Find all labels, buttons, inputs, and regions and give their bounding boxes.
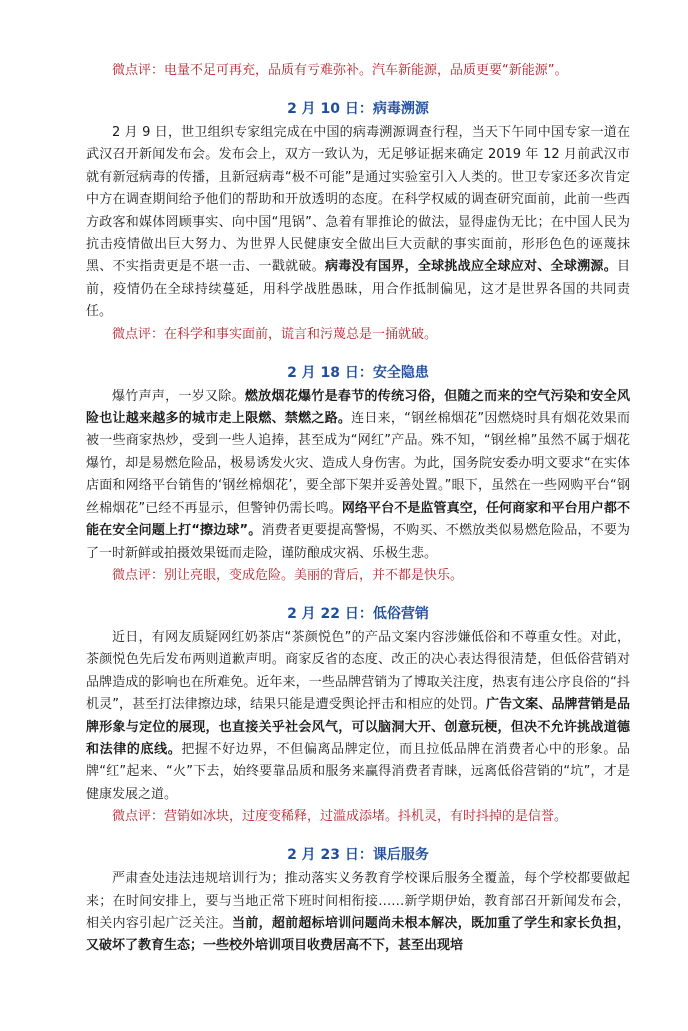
document-page <box>0 60 688 1031</box>
paragraph-text: 连日来，“钢丝棉烟花”因燃烧时具有烟花效果而被一些商家热炒，受到一些人追捧，甚至成为“网红”产品。殊不知，“钢丝棉”虽然不属于烟花爆竹，却是易燃危险品，极易诱发火灾、造成人身伤害。为此，国务院安委办明文要求“在实体店面和网络平台销售的‘钢丝棉烟花’，要全部下架并妥善处置。”眼下，虽然在一些网购平台“钢丝棉烟花”已经不再显示，但警钟仍需长鸣。 <box>86 411 630 516</box>
paragraph-text: 严肃查处违法违规培训行为；推动落实义务教育学校课后服务全覆盖，每个学校都要做起来；在时间安排上，要与当地正常下班时间相衔接……新学期伊始，教育部召开新闻发布会，相关内容引起广泛关注。 <box>86 871 630 931</box>
paragraph-bold-text: 燃放烟花爆竹是春节的传统习俗，但随之而来的空气污染和安全风险也让越来越多的城市走上限燃、禁燃之路。 <box>86 388 630 427</box>
paragraph-bold-text: 广告文案、品牌营销是品牌形象与定位的展现，也直接关乎社会风气，可以脑洞大开、创意玩梗，但决不允许挑战道德和法律的底线。 <box>86 697 630 757</box>
section-heading: 2 月 18 日：安全隐患 <box>287 364 429 381</box>
section-after-school-service <box>86 844 630 958</box>
paragraph-bold-text: 当前，超前超标培训问题尚未根本解决，既加重了学生和家长负担，又破坏了教育生态；一些校外培训项目收费居高不下，甚至出现培 <box>86 915 630 954</box>
paragraph-text: 目前，疫情仍在全球持续蔓延，用科学战胜愚昧，用合作抵制偏见，这才是世界各国的共同责任。 <box>86 259 630 320</box>
paragraph-text: 近日，有网友质疑网红奶茶店“茶颜悦色”的产品文案内容涉嫌低俗和不尊重女性。对此，茶颜悦色先后发布两则道歉声明。商家反省的态度、改正的决心表达得很清楚，但低俗营销对品牌造成的影响也在所难免。近年来，一些品牌营销为了博取关注度，热衷有违公序良俗的“抖机灵”，甚至打法律擦边球，结果只能是遭受舆论抨击和相应的处罚。 <box>86 629 630 713</box>
paragraph-text: 把握不好边界，不但偏离品牌定位，而且拉低品牌在消费者心中的形象。品牌“红”起来、“火”下去，始终要靠品质和服务来赢得消费者青睐，远离低俗营销的“坑”，才是健康发展之道。 <box>86 741 630 802</box>
paragraph-text: 2 月 9 日，世卫组织专家组完成在中国的病毒溯源调查行程，当天下午同中国专家一道在武汉召开新闻发布会。发布会上，双方一致认为，无足够证据来确定 2019 年 12 月前武汉市就有新冠病毒的传播，且新冠病毒“极不可能”是通过实验室引入人类的。世卫专家还多次肯定中方在调查期间给予他们的帮助和开放透明的态度。在科学权威的调查研究面前，此前一些西方政客和媒体罔顾事实、向中国“甩锅”、急着有罪推论的做法，显得虚伪无比；在中国人民为抗击疫情做出巨大努力、为世界人民健康安全做出巨大贡献的事实面前，形形色色的诬蔑抹黑、不实指责更是不堪一击、一戳就破。 <box>86 125 630 275</box>
section-vulgar-marketing <box>86 603 630 828</box>
section-heading: 2 月 10 日：病毒溯源 <box>287 101 429 117</box>
section-paragraph <box>86 386 630 565</box>
section-paragraph <box>86 627 630 806</box>
section-comment: 微点评：别让亮眼，变成危险。美丽的背后，并不都是快乐。 <box>112 567 464 583</box>
paragraph-text: 爆竹声声，一岁又除。 <box>112 388 245 404</box>
section-virus-tracing <box>86 98 630 346</box>
section-safety-hazard <box>86 362 630 587</box>
paragraph-bold-text: 病毒没有国界，全球挑战应全球应对、全球溯源。 <box>324 259 617 275</box>
section-heading: 2 月 22 日：低俗营销 <box>287 605 429 622</box>
section-comment: 微点评：营销如冰块，过度变稀释，过滥成添堵。抖机灵，有时抖掉的是信誉。 <box>112 809 568 825</box>
paragraph-bold-text: 网络平台不是监管真空，任何商家和平台用户都不能在安全问题上打“擦边球”。 <box>86 500 630 539</box>
intro-comment: 微点评：电量不足可再充，品质有亏难弥补。汽车新能源，品质更要“新能源”。 <box>112 63 568 78</box>
section-paragraph <box>86 868 630 958</box>
section-heading: 2 月 23 日：课后服务 <box>287 847 429 864</box>
paragraph-text: 消费者更要提高警惕，不购买、不燃放类似易燃危险品，不要为了一时新鲜或拍摄效果铤而走险，谨防酿成灾祸、乐极生悲。 <box>86 523 630 561</box>
section-paragraph <box>86 122 630 324</box>
section-comment: 微点评：在科学和事实面前，谎言和污蔑总是一捅就破。 <box>112 326 438 342</box>
